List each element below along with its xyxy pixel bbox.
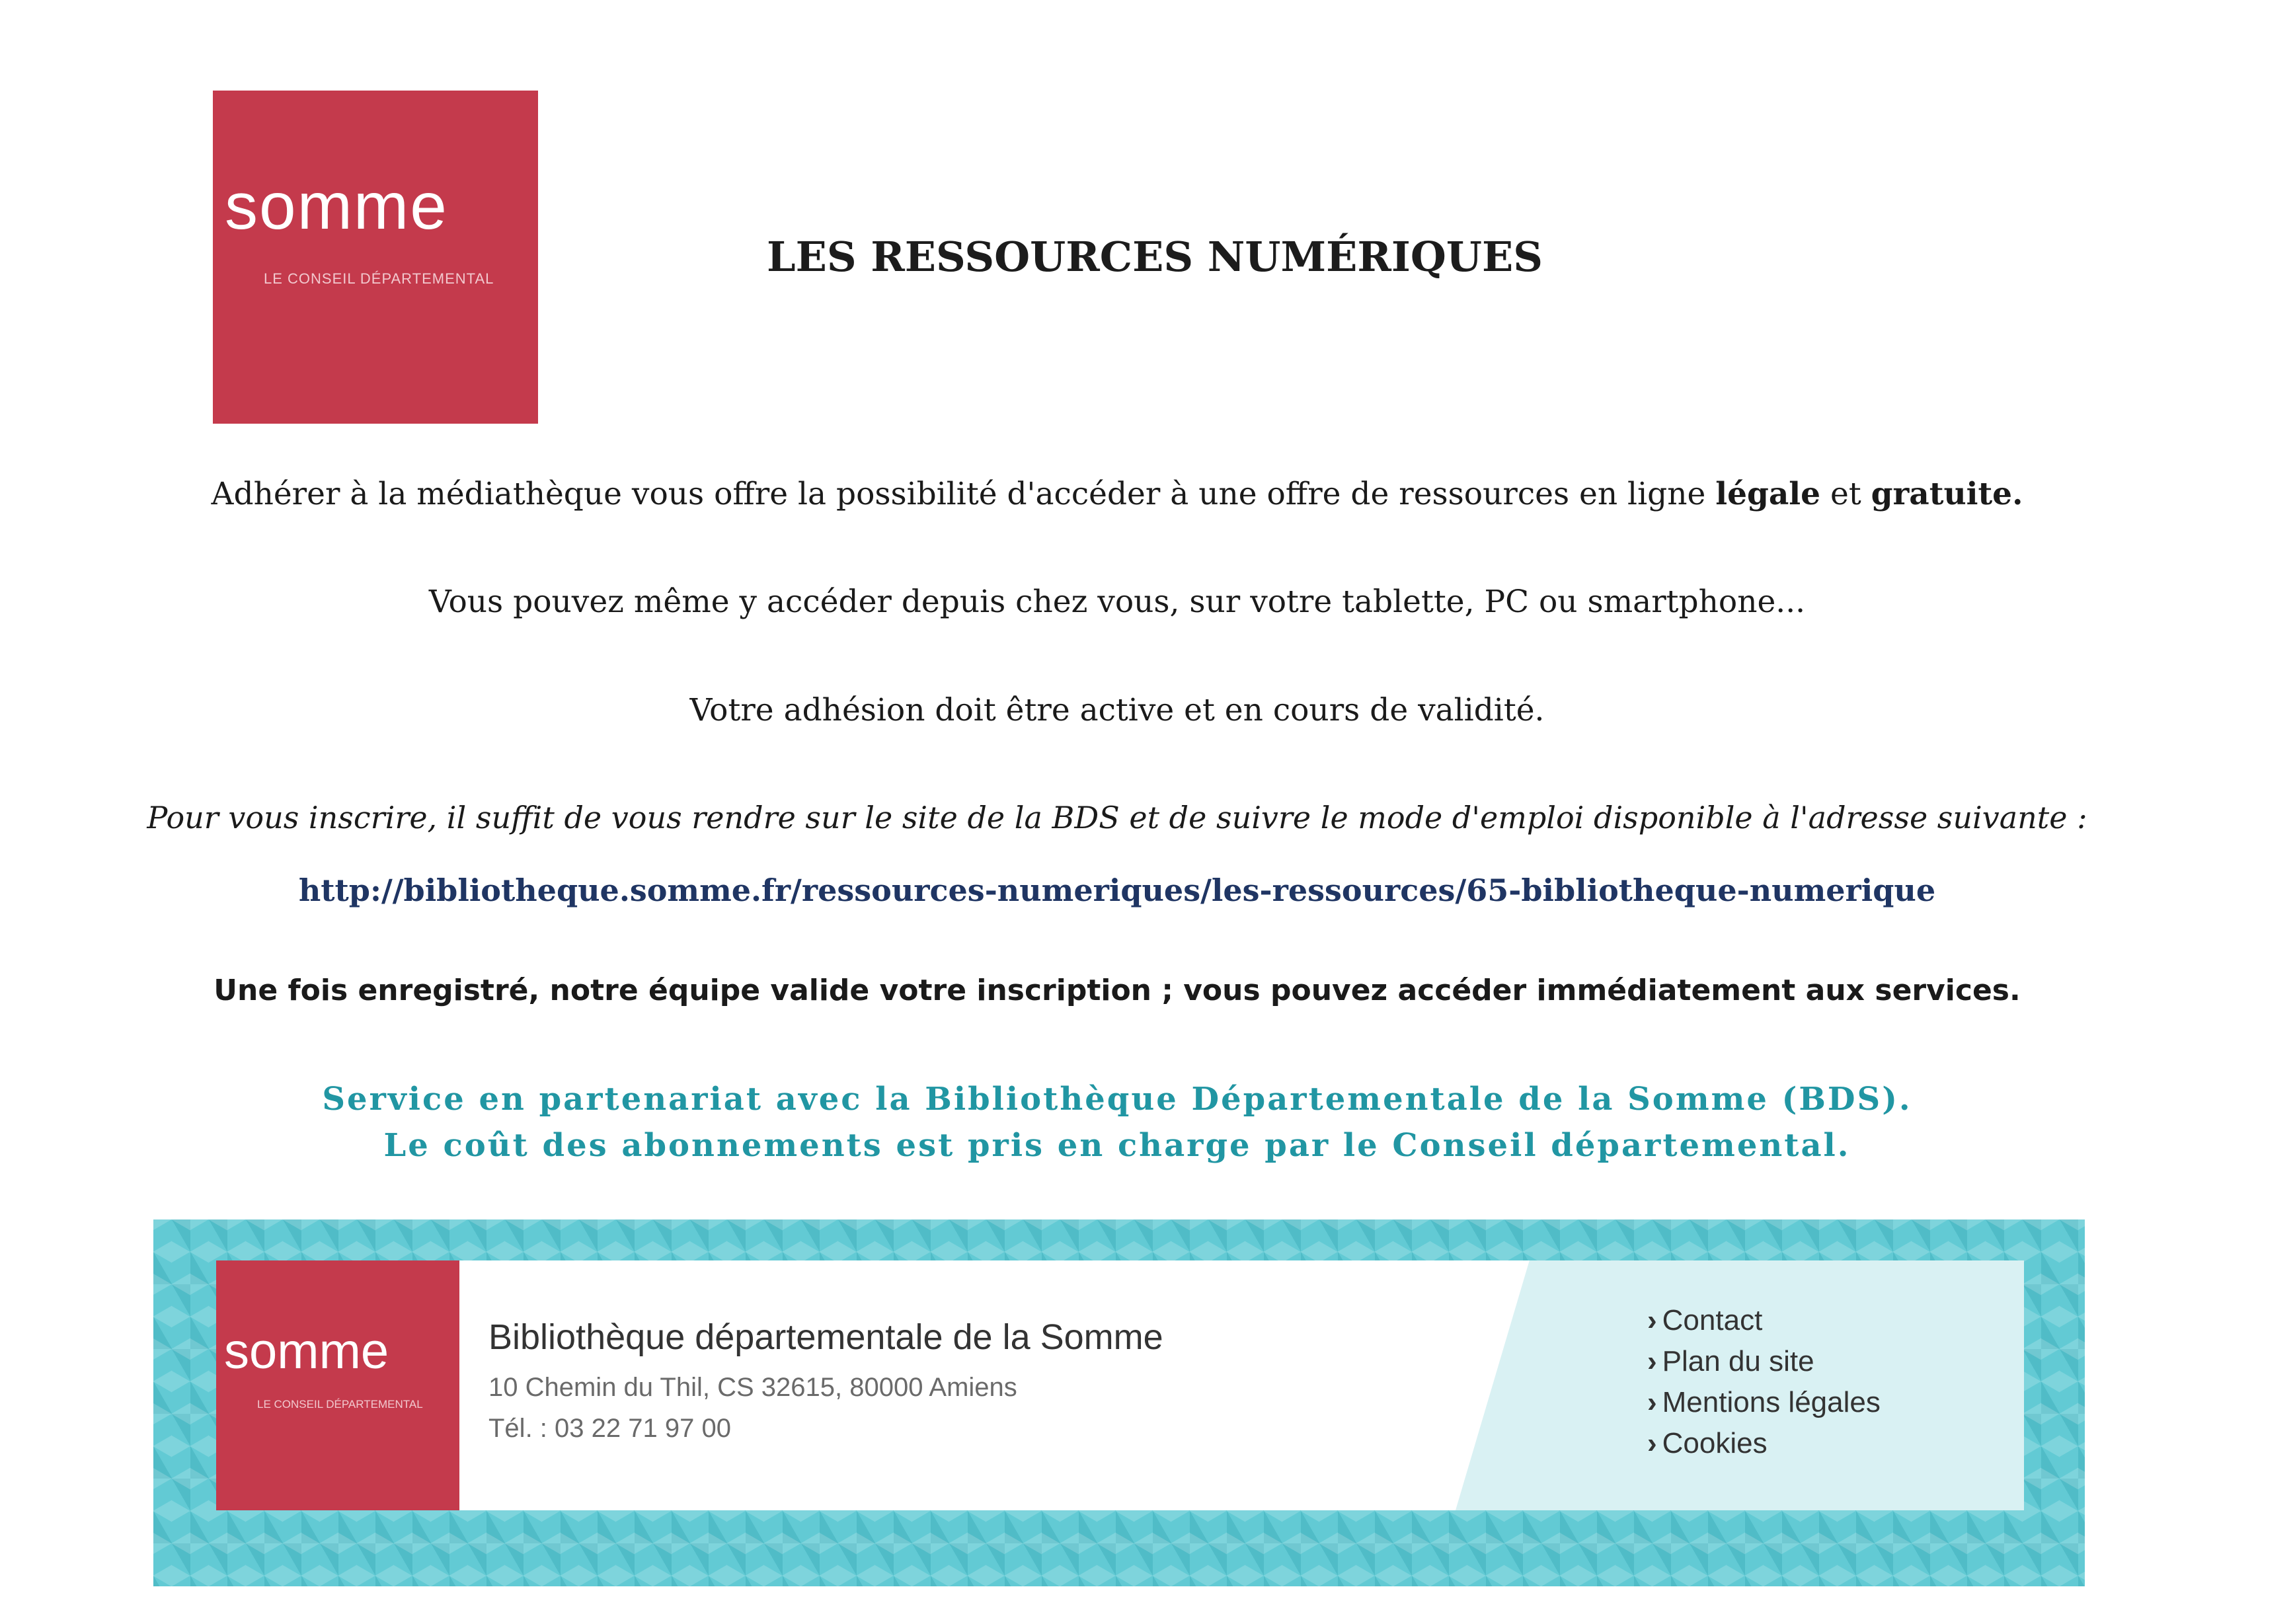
intro-middle: et — [1820, 476, 1871, 512]
signup-paragraph: Pour vous inscrire, il suffit de vous rendre sur le site de la BDS et de suivre le mode d'emploi disponible à l'adresse suivante : — [147, 800, 2087, 835]
intro-paragraph — [0, 476, 2234, 512]
link-cookies[interactable] — [1647, 1423, 1881, 1464]
library-phone: Tél. : 03 22 71 97 00 — [488, 1414, 731, 1443]
resources-link[interactable]: http://bibliotheque.somme.fr/ressources-numeriques/les-ressources/65-bibliotheque-numerique — [298, 872, 1936, 908]
banner-logo-wordmark: somme — [224, 1323, 389, 1379]
link-contact-label: Contact — [1662, 1304, 1763, 1336]
banner-links — [1647, 1300, 1881, 1464]
partner-line-2: Le coût des abonnements est pris en charge par le Conseil départemental. — [383, 1127, 1851, 1164]
library-address: 10 Chemin du Thil, CS 32615, 80000 Amiens — [488, 1373, 1017, 1402]
banner-somme-logo — [216, 1260, 459, 1510]
banner-logo-subtitle: LE CONSEIL DÉPARTEMENTAL — [257, 1398, 423, 1411]
chevron-right-icon: › — [1647, 1345, 1657, 1377]
intro-bold-legale: légale — [1715, 476, 1821, 512]
link-mentions-label: Mentions légales — [1662, 1386, 1881, 1418]
bds-banner — [153, 1219, 2085, 1586]
library-name: Bibliothèque départementale de la Somme — [488, 1317, 1163, 1357]
partner-line-1: Service en partenariat avec la Bibliothèque Départementale de la Somme (BDS). — [322, 1081, 1912, 1118]
banner-panel — [216, 1260, 2024, 1510]
link-contact[interactable] — [1647, 1300, 1881, 1341]
membership-paragraph: Votre adhésion doit être active et en cours de validité. — [689, 692, 1545, 728]
link-cookies-label: Cookies — [1662, 1427, 1768, 1459]
page-title: LES RESSOURCES NUMÉRIQUES — [767, 233, 1543, 281]
chevron-right-icon: › — [1647, 1427, 1657, 1459]
link-plan-du-site[interactable] — [1647, 1341, 1881, 1382]
somme-logo — [213, 91, 538, 424]
validation-paragraph: Une fois enregistré, notre équipe valide votre inscription ; vous pouvez accéder immédiatement aux services. — [214, 974, 2021, 1007]
logo-subtitle: LE CONSEIL DÉPARTEMENTAL — [264, 270, 494, 287]
link-mentions-legales[interactable] — [1647, 1382, 1881, 1423]
link-plan-label: Plan du site — [1662, 1345, 1814, 1377]
chevron-right-icon: › — [1647, 1386, 1657, 1418]
intro-bold-gratuite: gratuite. — [1871, 476, 2023, 512]
logo-wordmark: somme — [225, 169, 448, 243]
intro-text: Adhérer à la médiathèque vous offre la possibilité d'accéder à une offre de ressources en ligne — [211, 476, 1716, 512]
access-paragraph: Vous pouvez même y accéder depuis chez vous, sur votre tablette, PC ou smartphone... — [428, 584, 1806, 620]
chevron-right-icon: › — [1647, 1304, 1657, 1336]
